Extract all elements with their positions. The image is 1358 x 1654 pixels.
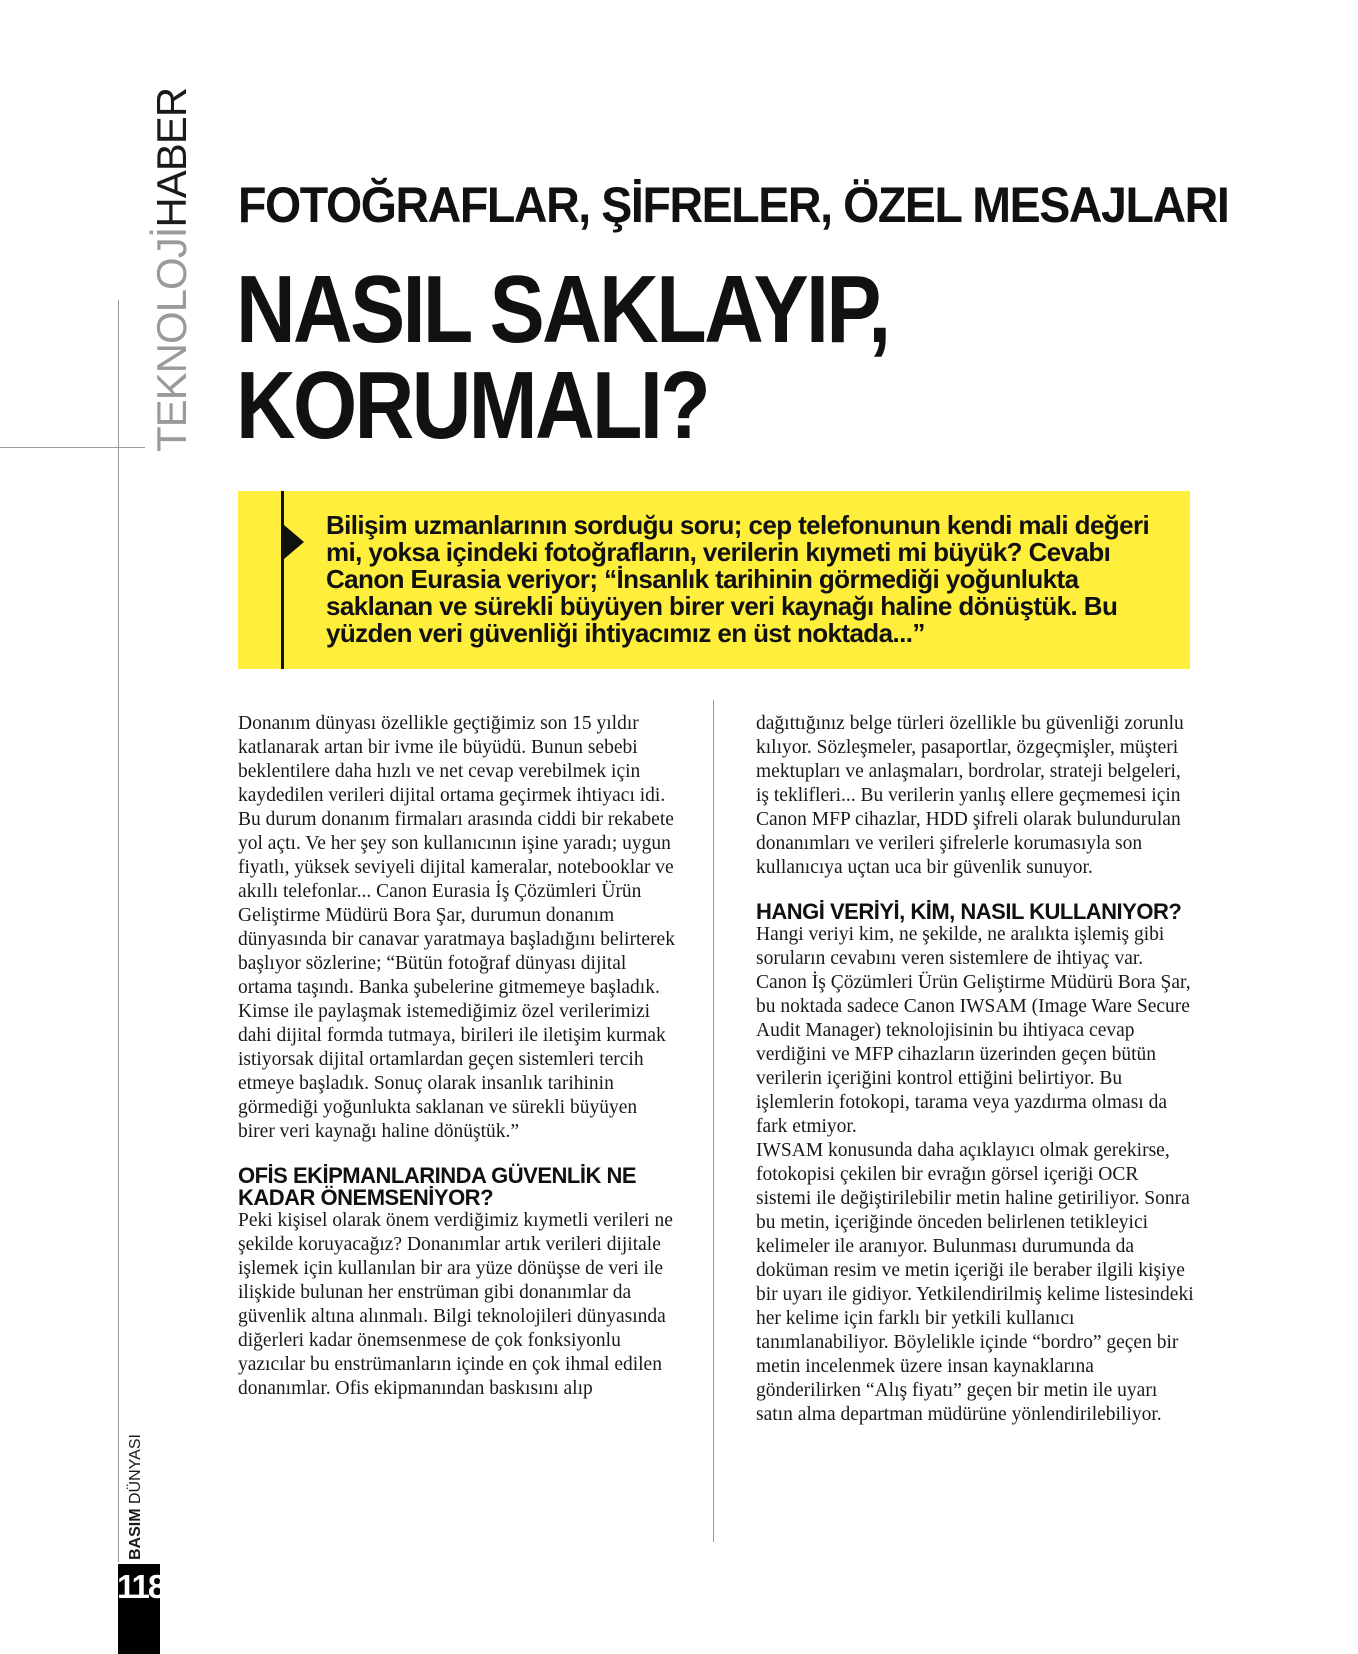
sidebar-vertical-rule bbox=[118, 300, 119, 1562]
body-paragraph: dağıttığınız belge türleri özellikle bu güvenliği zorunlu kılıyor. Sözleşmeler, pasaportlar, özgeçmişler, müşteri mektupları ve anlaşmaları, bordrolar, strateji belgeleri, iş teklifleri... Bu verilerin yanlış ellere geçmemesi için Canon MFP cihazlar, HDD şifreli olarak bulundurulan donanımları ve verileri şifrelerle korumasıyla son kullanıcıya uçtan uca bir güvenlik sunuyor. bbox=[756, 713, 1184, 878]
play-arrow-icon bbox=[284, 525, 304, 559]
body-paragraph: IWSAM konusunda daha açıklayıcı olmak gerekirse, fotokopisi çekilen bir evrağın görsel içeriği OCR sistemi ile değiştirilebilir metin haline getiriliyor. Sonra bu metin, içeriğinde önceden belirlenen tetikleyici kelimeler ile aranıyor. Bulunması durumunda da doküman resim ve metin içeriği ile beraber ilgili kişiye bir uyarı ile gidiyor. Yetkilendirilmiş kelime listesindeki her kelime için farklı bir yetkili kullanıcı tanımlanabiliyor. Böylelikle içinde “bordro” geçen bir metin incelenmek üzere insan kaynaklarına gönderilirken “Alış fiyatı” geçen bir metin ile uyarı satın alma departman müdürüne yönlendirilebiliyor. bbox=[756, 1140, 1194, 1425]
article-column-2 bbox=[756, 712, 1196, 1427]
section-label bbox=[148, 87, 195, 452]
subheading: HANGİ VERİYİ, KİM, NASIL KULLANIYOR? bbox=[756, 899, 1182, 924]
sidebar-horizontal-rule bbox=[0, 447, 145, 448]
column-divider bbox=[713, 700, 714, 1542]
magazine-name-bold: BASIM bbox=[127, 1508, 144, 1560]
page-title: NASIL SAKLAYIP, KORUMALI? bbox=[236, 256, 889, 459]
body-paragraph: Hangi veriyi kim, ne şekilde, ne aralıkta işlemiş gibi soruların cevabını veren sistemlere de ihtiyaç var. Canon İş Çözümleri Ürün Geliştirme Müdürü Bora Şar, bu noktada sadece Canon IWSAM (Image Ware Secure Audit Manager) teknolojisinin bu ihtiyaca cevap verdiğini ve MFP cihazların üzerinden geçen bütün verilerin içeriğini kontrol ettiğini belirtiyor. Bu işlemlerin fotokopi, tarama veya yazdırma olması da fark etmiyor. bbox=[756, 924, 1191, 1137]
section-label-dark: HABER bbox=[148, 87, 195, 228]
magazine-name bbox=[128, 1434, 144, 1560]
subheading: OFİS EKİPMANLARINDA GÜVENLİK NE KADAR ÖNEMSENİYOR? bbox=[238, 1163, 637, 1210]
kicker-title: FOTOĞRAFLAR, ŞİFRELER, ÖZEL MESAJLARI bbox=[238, 177, 1229, 233]
section-label-light: TEKNOLOJİ bbox=[148, 227, 195, 452]
body-paragraph: Peki kişisel olarak önem verdiğimiz kıymetli verileri ne şekilde koruyacağız? Donanımlar artık verileri dijitale işlemek için kullanılan bir ara yüze dönüşse de veri ile ilişkide bulunan her enstrüman gibi donanımlar da güvenlik altına alınmalı. Bilgi teknolojileri dünyasında diğerleri kadar önemsenmese de çok fonksiyonlu yazıcılar bu enstrümanların içinde en çok ihmal edilen donanımlar. Ofis ekipmanından baskısını alıp bbox=[238, 1210, 673, 1399]
lead-accent-bar bbox=[281, 491, 284, 669]
body-paragraph: Donanım dünyası özellikle geçtiğimiz son 15 yıldır katlanarak artan bir ivme ile büyüdü. Bunun sebebi beklentilere daha hızlı ve net cevap verebilmek için kaydedilen verileri dijital ortama geçirmek ihtiyacı idi. Bu durum donanım firmaları arasında ciddi bir rekabete yol açtı. Ve her şey son kullanıcının işine yaradı; uygun fiyatlı, yüksek seviyeli dijital kameralar, notebooklar ve akıllı telefonlar... Canon Eurasia İş Çözümleri Ürün Geliştirme Müdürü Bora Şar, durumun donanım dünyasında bir canavar yaratmaya başladığını belirterek başlıyor sözlerine; “Bütün fotoğraf dünyası dijital ortama taşındı. Banka şubelerine gitmemeye başladık. Kimse ile paylaşmak istemediğimiz özel verilerimizi dahi dijital formda tutmaya, birileri ile iletişim kurmak istiyorsak dijital ortamlardan geçen sistemleri tercih etmeye başladık. Sonuç olarak insanlık tarihinin görmediği yoğunlukta saklanan ve sürekli büyüyen birer veri kaynağı haline dönüştük.” bbox=[238, 713, 675, 1142]
magazine-name-light: DÜNYASI bbox=[127, 1434, 144, 1509]
lead-paragraph: Bilişim uzmanlarının sorduğu soru; cep telefonunun kendi mali değeri mi, yoksa içindeki fotoğrafların, verilerin kıymeti mi büyük? Cevabı Canon Eurasia veriyor; “İnsanlık tarihinin görmediği yoğunlukta saklanan ve sürekli büyüyen birer veri kaynağı haline dönüştük. Bu yüzden veri güvenliği ihtiyacımız en üst noktada...” bbox=[326, 510, 1150, 648]
page-number: 118 bbox=[117, 1568, 165, 1605]
article-column-1 bbox=[238, 712, 678, 1401]
